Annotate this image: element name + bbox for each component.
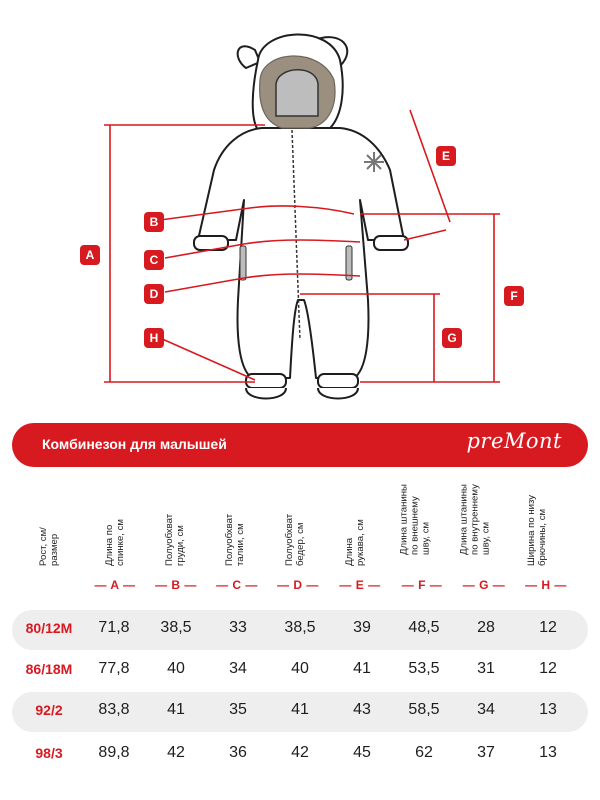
header-g: Длина штанины по внутреннему шву, см [458,484,492,555]
cell-f: 53,5 [408,660,440,677]
label-d: D [149,287,159,301]
cell-b: 42 [167,744,185,761]
cell-e: 39 [353,619,371,636]
label-f: F [510,289,518,303]
hood-opening [276,70,318,116]
code-b: — B — [155,578,197,592]
cell-c: 35 [229,701,247,718]
cell-b: 40 [167,660,185,677]
header-size: Рост, см/ размер [38,527,60,566]
code-f: — F — [401,578,443,592]
code-g: — G — [462,578,506,592]
cell-h: 12 [539,660,557,677]
label-a: A [85,248,95,262]
pocket-left [240,246,246,280]
label-c: C [149,253,159,267]
code-d: — D — [277,578,319,592]
cell-a: 83,8 [98,701,130,718]
cell-h: 13 [539,744,557,761]
snowflake-icon [364,152,384,172]
header-c: Полуобхват талии, см [224,513,246,566]
header-a: Длина по спинке, см [104,518,126,566]
cell-d: 40 [291,660,309,677]
cell-f: 62 [415,744,433,761]
row-size: 86/18M [25,661,73,677]
code-c: — C — [216,578,258,592]
header-d: Полуобхват бедер, см [284,513,306,566]
cell-a: 89,8 [98,744,130,761]
label-g: G [447,331,457,345]
cell-e: 41 [353,660,371,677]
cell-g: 34 [477,701,495,718]
row-size: 92/2 [35,702,63,718]
cell-g: 31 [477,660,495,677]
row-size: 98/3 [35,745,63,761]
cell-c: 33 [229,619,247,636]
cell-b: 41 [167,701,185,718]
cell-d: 38,5 [284,619,316,636]
row-size: 80/12M [25,620,73,636]
label-b: B [149,215,159,229]
cell-a: 71,8 [98,619,130,636]
code-e: — E — [339,578,381,592]
cell-f: 48,5 [408,619,440,636]
cell-c: 36 [229,744,247,761]
code-a: — A — [94,578,136,592]
cell-f: 58,5 [408,701,440,718]
label-h: H [149,331,159,345]
brand-logo: preMont [466,429,562,453]
cell-e: 45 [353,744,371,761]
code-h: — H — [525,578,567,592]
cell-e: 43 [353,701,371,718]
cell-h: 13 [539,701,557,718]
header-f: Длина штанины по внешнему шву, см [398,484,432,555]
header-b: Полуобхват груди, см [164,513,186,566]
banner-title: Комбинезон для малышей [42,436,227,452]
cell-d: 41 [291,701,309,718]
cell-g: 28 [477,619,495,636]
cell-g: 37 [477,744,495,761]
cell-h: 12 [539,619,557,636]
cell-b: 38,5 [160,619,192,636]
cell-a: 77,8 [98,660,130,677]
header-h: Ширина по низу брючины, см [526,494,548,566]
cell-c: 34 [229,660,247,677]
label-e: E [441,149,451,163]
cell-d: 42 [291,744,309,761]
header-e: Длина рукава, см [344,519,366,566]
